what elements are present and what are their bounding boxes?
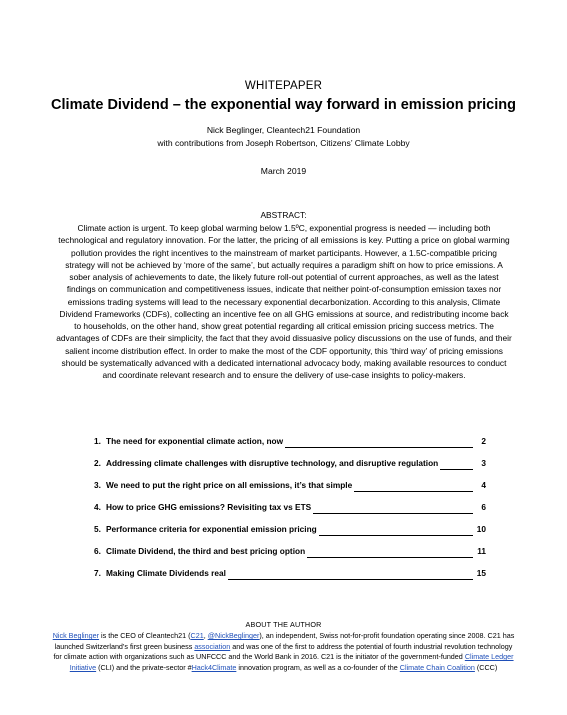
document-title: Climate Dividend – the exponential way forward in emission pricing — [51, 97, 516, 113]
toc-leader-line — [440, 462, 473, 470]
toc-leader-line — [307, 550, 473, 558]
toc-entry-title: Making Climate Dividends real — [106, 568, 226, 578]
toc-leader-line — [228, 572, 473, 580]
toc-leader-line — [285, 440, 473, 448]
toc-entry-page: 3 — [481, 458, 486, 468]
toc-entry-number: 7. — [94, 568, 101, 578]
about-text: and was one of the first to address the potential of fourth industrial revolution technology for climate action with organizations such as UNFCCC and the World Bank in 2016. C21 is the initiator of the government-funded — [53, 641, 513, 662]
toc-entry[interactable] — [94, 502, 486, 516]
toc-entry-title: We need to put the right price on all emissions, it’s that simple — [106, 480, 353, 490]
toc-entry-number: 4. — [94, 502, 101, 512]
toc-entry-title: Performance criteria for exponential emission pricing — [106, 524, 317, 534]
about-text: , — [203, 631, 208, 640]
about-author-heading: ABOUT THE AUTHOR — [245, 620, 322, 629]
abstract-heading: ABSTRACT: — [260, 210, 307, 220]
author-name-link[interactable]: Nick Beglinger — [52, 631, 100, 640]
toc-entry-title: Climate Dividend, the third and best pricing option — [106, 546, 306, 556]
toc-entry-title: The need for exponential climate action, now — [106, 436, 284, 446]
toc-entry[interactable] — [94, 480, 486, 494]
contributions-line: with contributions from Joseph Robertson, Citizens’ Climate Lobby — [157, 138, 410, 148]
climate-chain-coalition-link[interactable]: Climate Chain Coalition — [399, 662, 475, 672]
climate-ledger-initiative-link[interactable]: Climate Ledger Initiative — [69, 652, 514, 672]
document-type-label: WHITEPAPER — [244, 80, 323, 92]
toc-entry-title: How to price GHG emissions? Revisiting tax vs ETS — [106, 502, 312, 512]
toc-entry-page: 6 — [481, 502, 486, 512]
toc-entry-number: 5. — [94, 524, 101, 534]
toc-entry-number: 6. — [94, 546, 101, 556]
c21-link[interactable]: C21 — [190, 631, 204, 640]
author-line: Nick Beglinger, Cleantech21 Foundation — [206, 125, 361, 135]
toc-leader-line — [319, 528, 473, 536]
association-link[interactable]: association — [194, 641, 231, 651]
toc-entry[interactable] — [94, 524, 486, 538]
toc-entry-number: 1. — [94, 436, 101, 446]
toc-entry[interactable] — [94, 568, 486, 582]
toc-entry-number: 2. — [94, 458, 101, 468]
toc-entry-page: 2 — [481, 436, 486, 446]
hack4climate-link[interactable]: Hack4Climate — [191, 662, 237, 672]
about-text: is the CEO of Cleantech21 ( — [99, 631, 191, 640]
about-text: ), an independent, Swiss not-for-profit foundation operating since 2008. C21 has launched Switzerland’s first green business — [54, 631, 515, 651]
toc-entry-page: 15 — [476, 568, 486, 578]
abstract-body: Climate action is urgent. To keep global warming below 1.5ºC, exponential progress is needed — including both technological and regulatory innovation. For the latter, the pricing of all emissions is key. Putting a price on global warming pollution provides the right incentives to the mainstream of market participants. However, a 1.5C-compatible pricing strategy will not be achieved by ‘more of the same’, but actually requires a paradigm shift on how to price emissions. A sober analysis of achievements to date, the likely future roll-out potential of current approaches, as well as the latest findings on communication and competitiveness issues, indicate that neither point-of-consumption emission taxes nor emissions trading systems will lead to the necessary exponential decarbonization. According to this analysis, Climate Dividend Frameworks (CDFs), collecting an incentive fee on all GHG emissions at source, and redistributing income back to households, on the other hand, show great potential regarding all critical emission pricing success metrics. The advantages of CDFs are their simplicity, the fact that they avoid dissuasive policy discussions on the use of funds, and their salient income distribution effect. In order to make the most of the CDF opportunity, this ‘third way’ of pricing emissions should be systematically advanced with a dedicated international advocacy body, making available resources to conduct and coordinate relevant research and to ensure the delivery of use-case insights to policy-makers. — [56, 223, 512, 380]
toc-entry-page: 4 — [481, 480, 486, 490]
toc-entry[interactable] — [94, 436, 486, 450]
twitter-handle-link[interactable]: @NickBeglinger — [207, 631, 260, 640]
toc-entry-page: 11 — [477, 546, 486, 556]
about-text: (CLI) and the private-sector # — [96, 662, 192, 672]
toc-entry-number: 3. — [94, 480, 101, 490]
toc-entry-page: 10 — [476, 524, 486, 534]
toc-leader-line — [313, 506, 473, 514]
toc-entry[interactable] — [94, 458, 486, 472]
about-text: innovation program, as well as a co-founder of the — [236, 662, 400, 672]
toc-entry-title: Addressing climate challenges with disruptive technology, and disruptive regulation — [106, 458, 439, 468]
toc-leader-line — [354, 484, 473, 492]
about-author-paragraph — [50, 631, 517, 673]
about-text: (CCC) — [474, 662, 498, 672]
toc-entry[interactable] — [94, 546, 486, 560]
publication-date: March 2019 — [260, 166, 307, 176]
